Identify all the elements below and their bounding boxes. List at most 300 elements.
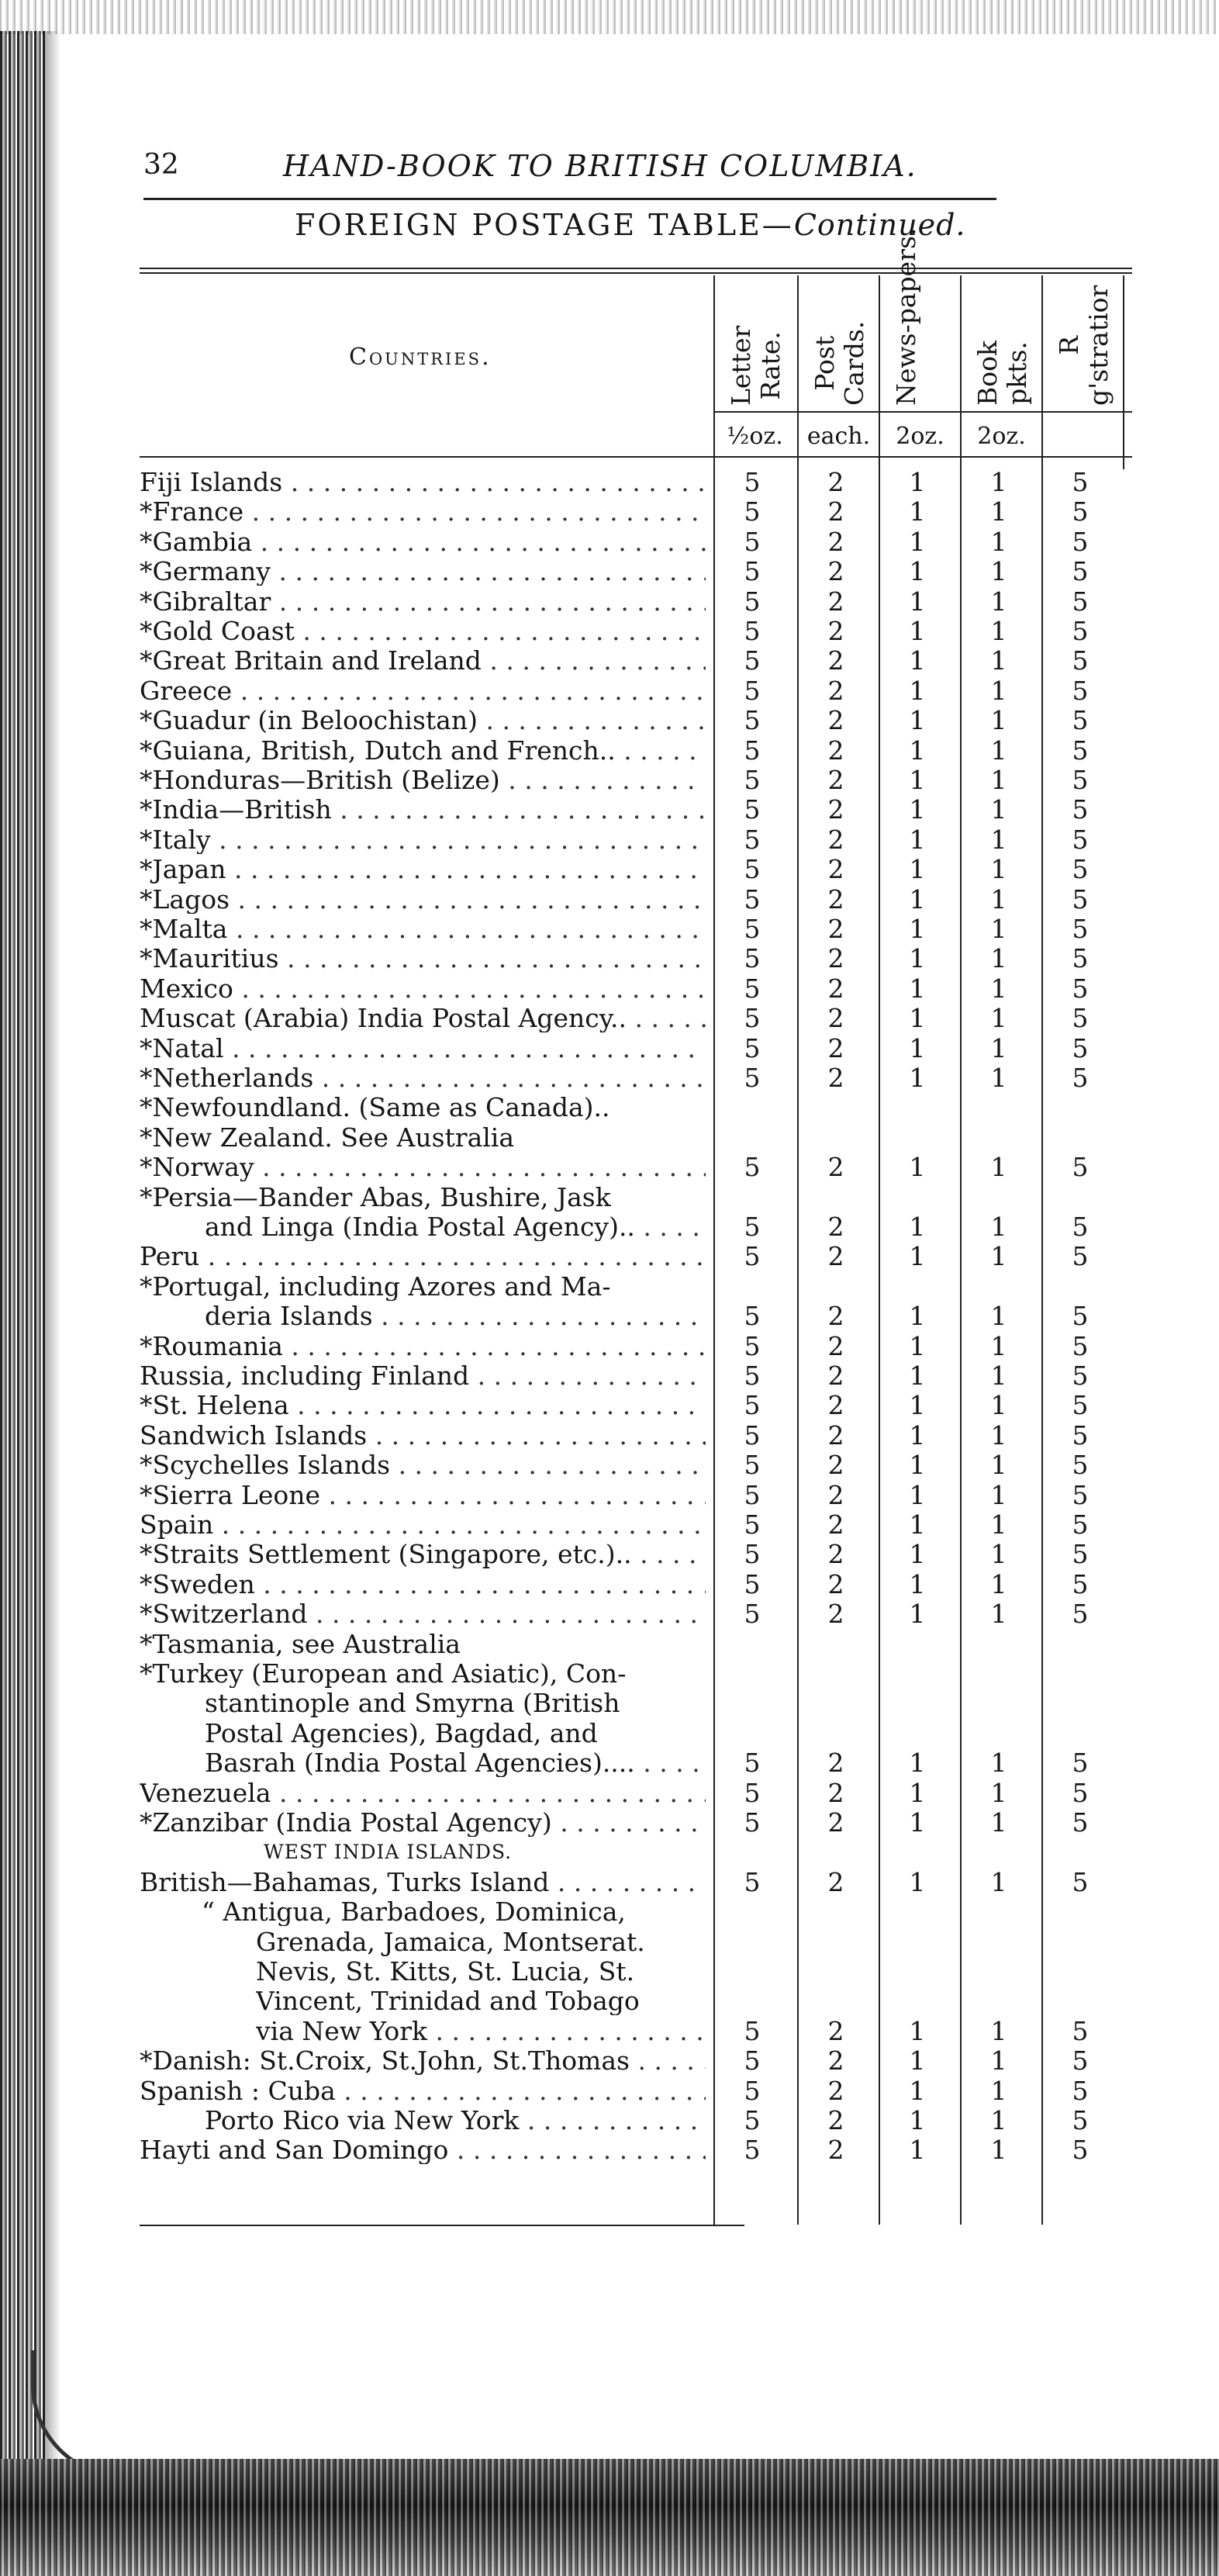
country-name: Vincent, Trinidad and Tobago [256, 1986, 640, 2016]
country-name: *Norway . . . [140, 1153, 706, 1181]
table-row [140, 1986, 1140, 2015]
rate-cell: 1 [909, 1003, 926, 1034]
country-name: Sandwich Islands . . . [140, 1421, 706, 1450]
rate-cell: 5 [1072, 1568, 1089, 1599]
rate-cell: 2 [827, 1032, 844, 1063]
rate-cell: 2 [827, 496, 844, 527]
rate-cell: 1 [909, 526, 926, 557]
rate-cell: 1 [990, 824, 1007, 855]
rate-cell: 1 [909, 1212, 926, 1242]
table-row [140, 2046, 1140, 2075]
country-name: *Natal . . . [140, 1034, 706, 1063]
rate-cell: 2 [827, 1419, 844, 1451]
running-head [143, 149, 1012, 188]
country-name: *Honduras—British (Belize) . . . [140, 766, 706, 794]
rate-cell: 2 [827, 1509, 844, 1540]
rate-cell: 1 [990, 1063, 1007, 1093]
table-bottom-rule [140, 2225, 744, 2226]
rate-cell: 1 [909, 1450, 926, 1481]
rate-cell: 1 [990, 1361, 1007, 1391]
table-row [140, 1957, 1140, 1986]
rate-cell: 1 [990, 556, 1007, 587]
rate-cell: 5 [1072, 616, 1089, 646]
country-name: deria Islands . . . [205, 1302, 706, 1330]
table-row [140, 1332, 1140, 1361]
rate-cell: 5 [744, 467, 761, 497]
rate-cell: 1 [990, 2045, 1007, 2076]
table-row [140, 1123, 1140, 1152]
rate-cell: 5 [1072, 854, 1089, 885]
rate-cell: 1 [990, 1807, 1007, 1838]
rate-cell: 1 [909, 854, 926, 885]
rate-cell: 5 [1072, 1212, 1089, 1242]
table-row [140, 766, 1140, 794]
rate-cell: 5 [744, 883, 761, 915]
rate-cell: 2 [827, 556, 844, 587]
country-name: *Great Britain and Ireland . . . [140, 646, 706, 675]
rate-cell: 5 [744, 556, 761, 587]
rate-cell: 1 [909, 973, 926, 1004]
rate-cell: 1 [990, 1390, 1007, 1421]
rate-cell: 5 [1072, 1509, 1089, 1540]
rate-cell: 1 [909, 1479, 926, 1510]
country-name: Spain . . . [140, 1510, 706, 1539]
rate-cell: 1 [990, 1330, 1007, 1361]
rate-cell: 1 [909, 1748, 926, 1779]
rate-cell: 2 [827, 1539, 844, 1570]
rate-cell: 5 [1072, 973, 1089, 1004]
rate-cell: 5 [744, 1539, 761, 1570]
rate-cell: 5 [744, 824, 761, 855]
rate-cell: 5 [1072, 1450, 1089, 1481]
rate-cell: 5 [744, 1212, 761, 1242]
country-name: *Newfoundland. (Same as Canada).. [140, 1093, 610, 1122]
rate-cell: 2 [827, 914, 844, 944]
table-row [140, 1063, 1140, 1092]
rate-cell: 2 [827, 794, 844, 825]
rate-cell: 2 [827, 1479, 844, 1510]
rate-cell: 1 [990, 1539, 1007, 1570]
rate-cell: 2 [827, 1450, 844, 1481]
country-name: *Sweden . . . [140, 1570, 706, 1599]
table-row [140, 1928, 1140, 1956]
rate-cell: 5 [1072, 2045, 1089, 2076]
rate-cell: 1 [990, 1152, 1007, 1183]
table-row [140, 1212, 1140, 1241]
country-name: Basrah (India Postal Agencies).... . . . [205, 1748, 706, 1777]
table-row [140, 1659, 1140, 1688]
rate-cell: 5 [1072, 1063, 1089, 1093]
rate-cell: 2 [827, 1568, 844, 1599]
country-name: *Guiana, British, Dutch and French.. . . . [140, 736, 706, 765]
country-name: Nevis, St. Kitts, St. Lucia, St. [256, 1957, 635, 1986]
table-row [140, 1361, 1140, 1390]
rate-cell: 5 [744, 705, 761, 736]
country-name: *Malta . . . [140, 915, 706, 943]
table-row [140, 825, 1140, 854]
country-name: *France . . . [140, 497, 706, 526]
table-top-rule [140, 268, 1132, 269]
rate-cell: 1 [909, 467, 926, 497]
country-name: *Switzerland . . . [140, 1599, 706, 1628]
table-row [140, 1570, 1140, 1599]
country-name: *Portugal, including Azores and Ma- [140, 1271, 611, 1301]
country-name: *Japan . . . [140, 855, 706, 883]
rate-cell: 5 [744, 1777, 761, 1808]
country-name: *Lagos . . . [140, 885, 706, 914]
rate-cell: 5 [744, 616, 761, 646]
rate-cell: 1 [990, 616, 1007, 646]
scan-bottom-edge [0, 2459, 1219, 2576]
scan-top-edge [0, 0, 1219, 34]
rate-cell: 2 [827, 1212, 844, 1242]
rate-cell: 5 [1072, 496, 1089, 527]
table-row [140, 497, 1140, 526]
table-row [140, 974, 1140, 1003]
rate-cell: 5 [744, 1599, 761, 1630]
rate-cell: 2 [827, 1807, 844, 1838]
rate-cell: 1 [909, 675, 926, 706]
rate-cell: 1 [990, 2075, 1007, 2106]
rate-cell: 2 [827, 1152, 844, 1183]
table-row [140, 1838, 1140, 1866]
country-name: *Mauritius . . . [140, 944, 706, 973]
country-name: Porto Rico via New York . . . [205, 2106, 706, 2135]
rate-cell: 5 [744, 586, 761, 617]
rate-cell: 5 [744, 1568, 761, 1599]
rate-cell: 5 [1072, 1807, 1089, 1838]
rate-cell: 5 [744, 1479, 761, 1510]
rate-cell: 1 [909, 1330, 926, 1361]
rate-cell: 2 [827, 883, 844, 915]
section-heading: WEST INDIA ISLANDS. [264, 1841, 513, 1864]
table-row [140, 1510, 1140, 1539]
rate-cell: 5 [744, 1152, 761, 1183]
rate-cell: 1 [990, 735, 1007, 766]
country-name: *Persia—Bander Abas, Bushire, Jask [140, 1182, 611, 1212]
rate-cell: 1 [909, 2075, 926, 2106]
rate-cell: 1 [990, 2105, 1007, 2135]
rate-cell: 5 [1072, 2075, 1089, 2106]
rate-cell: 1 [909, 1599, 926, 1630]
rate-cell: 2 [827, 645, 844, 676]
country-name: British—Bahamas, Turks Island . . . [140, 1868, 706, 1897]
country-name: Grenada, Jamaica, Montserat. [256, 1927, 645, 1956]
table-row [140, 1630, 1140, 1658]
rate-cell: 5 [1072, 1003, 1089, 1034]
country-name: Fiji Islands . . . [140, 468, 706, 496]
country-name: stantinople and Smyrna (British [205, 1689, 620, 1718]
country-name: *Gold Coast . . . [140, 617, 706, 645]
rate-cell: 1 [909, 2135, 926, 2166]
table-row [140, 915, 1140, 943]
rate-cell: 5 [744, 1748, 761, 1779]
country-name: Mexico . . . [140, 974, 706, 1003]
rate-cell: 5 [744, 2105, 761, 2135]
rate-cell: 2 [827, 1003, 844, 1034]
table-row [140, 1391, 1140, 1419]
rate-cell: 1 [990, 1450, 1007, 1481]
column-header: R g'stratior [1054, 285, 1114, 406]
rate-cell: 5 [1072, 735, 1089, 766]
country-name: *Guadur (in Beloochistan) . . . [140, 706, 706, 735]
table-row [140, 1034, 1140, 1063]
rate-cell: 1 [909, 1568, 926, 1599]
table-title [295, 208, 966, 242]
table-row [140, 1183, 1140, 1212]
rate-cell: 1 [990, 1599, 1007, 1630]
rate-cell: 5 [1072, 1361, 1089, 1391]
rate-cell: 5 [1072, 556, 1089, 587]
rate-cell: 1 [990, 765, 1007, 795]
rate-cell: 5 [1072, 1866, 1089, 1897]
rate-cell: 1 [909, 1152, 926, 1183]
rate-cell: 1 [990, 467, 1007, 497]
rate-cell: 1 [990, 1241, 1007, 1272]
column-header: Post Cards. [810, 320, 869, 406]
country-name: *Tasmania, see Australia [140, 1629, 461, 1658]
country-name: *New Zealand. See Australia [140, 1122, 515, 1152]
rate-cell: 1 [909, 1419, 926, 1451]
rate-cell: 1 [990, 705, 1007, 736]
rate-cell: 1 [909, 943, 926, 974]
table-row [140, 706, 1140, 735]
rate-cell: 5 [1072, 526, 1089, 557]
table-row [140, 1481, 1140, 1509]
rate-cell: 5 [744, 526, 761, 557]
rate-cell: 1 [909, 2015, 926, 2046]
column-header: News-papers. [891, 227, 921, 406]
column-header: Letter Rate. [726, 325, 786, 406]
table-row [140, 527, 1140, 556]
rate-cell: 1 [909, 705, 926, 736]
table-row [140, 1004, 1140, 1032]
rate-cell: 1 [909, 1301, 926, 1332]
country-name: Greece . . . [140, 676, 706, 705]
rate-cell: 5 [744, 2075, 761, 2106]
header-bottom-rule [140, 456, 1132, 458]
rate-cell: 1 [909, 765, 926, 795]
rate-cell: 5 [744, 1866, 761, 1897]
rate-cell: 2 [827, 1866, 844, 1897]
rate-cell: 1 [909, 824, 926, 855]
rate-cell: 2 [827, 616, 844, 646]
rate-cell: 5 [1072, 794, 1089, 825]
rate-cell: 2 [827, 526, 844, 557]
rate-cell: 5 [744, 854, 761, 885]
rate-cell: 5 [1072, 1599, 1089, 1630]
table-row [140, 617, 1140, 645]
rate-cell: 5 [744, 675, 761, 706]
table-title-continued: Continued. [793, 208, 966, 242]
country-name: *Zanzibar (India Postal Agency) . . . [140, 1808, 706, 1837]
table-row [140, 944, 1140, 973]
rate-cell: 5 [744, 645, 761, 676]
rate-cell: 1 [909, 735, 926, 766]
table-row [140, 2106, 1140, 2135]
table-row [140, 587, 1140, 616]
table-row [140, 1540, 1140, 1568]
postage-table [140, 227, 1140, 2226]
rate-cell: 5 [744, 1509, 761, 1540]
table-row [140, 646, 1140, 675]
table-row [140, 1093, 1140, 1122]
rate-cell: 1 [909, 1032, 926, 1063]
rate-cell: 1 [909, 883, 926, 915]
rate-cell: 1 [909, 556, 926, 587]
rate-cell: 2 [827, 765, 844, 795]
rate-cell: 5 [1072, 824, 1089, 855]
rate-cell: 1 [909, 1509, 926, 1540]
table-title-main: FOREIGN POSTAGE TABLE— [295, 208, 794, 242]
column-unit: 2oz. [977, 423, 1026, 450]
rate-cell: 1 [990, 526, 1007, 557]
rate-cell: 5 [744, 1390, 761, 1421]
rate-cell: 5 [1072, 1539, 1089, 1570]
rate-cell: 5 [744, 1450, 761, 1481]
country-name: *Roumania . . . [140, 1332, 706, 1361]
table-row [140, 1748, 1140, 1777]
rate-cell: 5 [744, 973, 761, 1004]
rate-cell: 1 [909, 1807, 926, 1838]
rate-cell: 2 [827, 854, 844, 885]
rate-cell: 2 [827, 675, 844, 706]
rate-cell: 5 [744, 1032, 761, 1063]
rate-cell: 1 [909, 794, 926, 825]
rate-cell: 1 [990, 973, 1007, 1004]
column-unit: each. [806, 423, 871, 450]
rate-cell: 1 [990, 1777, 1007, 1808]
rate-cell: 5 [1072, 2015, 1089, 2046]
running-head-rule [143, 198, 996, 200]
rate-cell: 2 [827, 467, 844, 497]
unit-row-rule [713, 411, 1132, 413]
rate-cell: 5 [1072, 1152, 1089, 1183]
column-unit: ½oz. [727, 423, 783, 450]
table-row [140, 1808, 1140, 1837]
country-name: *Straits Settlement (Singapore, etc.).. . . . [140, 1540, 706, 1568]
rate-cell: 1 [909, 1777, 926, 1808]
rate-cell: 1 [909, 914, 926, 944]
table-row [140, 468, 1140, 496]
country-name: *St. Helena . . . [140, 1391, 706, 1419]
table-row [140, 1689, 1140, 1717]
rate-cell: 2 [827, 1361, 844, 1391]
rate-cell: 5 [1072, 1748, 1089, 1779]
rate-cell: 1 [909, 496, 926, 527]
rate-cell: 5 [1072, 1777, 1089, 1808]
table-row [140, 1153, 1140, 1181]
rate-cell: 5 [1072, 765, 1089, 795]
rate-cell: 5 [1072, 1479, 1089, 1510]
country-name: Hayti and San Domingo . . . [140, 2135, 706, 2164]
rate-cell: 5 [744, 1003, 761, 1034]
country-name: *Danish: St.Croix, St.John, St.Thomas . . . [140, 2046, 706, 2075]
table-row [140, 885, 1140, 914]
rate-cell: 5 [1072, 2105, 1089, 2135]
table-row [140, 1302, 1140, 1330]
country-name: “ Antigua, Barbadoes, Dominica, [202, 1897, 626, 1927]
countries-header: Countries. [349, 344, 492, 371]
rate-cell: 2 [827, 2105, 844, 2135]
table-row [140, 2135, 1140, 2164]
rate-cell: 2 [827, 1063, 844, 1093]
rate-cell: 5 [744, 1419, 761, 1451]
rate-cell: 2 [827, 824, 844, 855]
country-name: *India—British . . . [140, 795, 706, 824]
rate-cell: 1 [990, 883, 1007, 915]
rate-cell: 5 [1072, 1419, 1089, 1451]
rate-cell: 5 [744, 1330, 761, 1361]
country-name: Postal Agencies), Bagdad, and [205, 1718, 598, 1748]
scan-binding-edge [0, 31, 45, 2482]
rate-cell: 1 [909, 1390, 926, 1421]
table-row [140, 1779, 1140, 1807]
rate-cell: 1 [990, 586, 1007, 617]
country-name: *Gambia . . . [140, 527, 706, 556]
table-row [140, 855, 1140, 883]
country-name: Spanish : Cuba . . . [140, 2076, 706, 2105]
rate-cell: 1 [909, 1361, 926, 1391]
rate-cell: 2 [827, 2075, 844, 2106]
country-name: *Turkey (European and Asiatic), Con- [140, 1659, 627, 1688]
country-name: *Netherlands . . . [140, 1063, 706, 1092]
rate-cell: 1 [990, 1419, 1007, 1451]
column-rule [1123, 275, 1124, 469]
rate-cell: 2 [827, 2015, 844, 2046]
rate-cell: 1 [990, 1479, 1007, 1510]
rate-cell: 2 [827, 1330, 844, 1361]
rate-cell: 5 [1072, 1390, 1089, 1421]
rate-cell: 5 [744, 735, 761, 766]
rate-cell: 5 [1072, 1032, 1089, 1063]
rate-cell: 5 [1072, 943, 1089, 974]
rate-cell: 2 [827, 943, 844, 974]
rate-cell: 5 [744, 794, 761, 825]
table-row [140, 1242, 1140, 1271]
rate-cell: 2 [827, 1301, 844, 1332]
column-unit: 2oz. [896, 423, 944, 450]
rate-cell: 2 [827, 2045, 844, 2076]
rate-cell: 2 [827, 586, 844, 617]
rate-cell: 5 [1072, 586, 1089, 617]
rate-cell: 5 [744, 1241, 761, 1272]
rate-cell: 1 [990, 1568, 1007, 1599]
table-row [140, 736, 1140, 765]
table-top-rule-double [140, 272, 1132, 274]
rate-cell: 5 [744, 1361, 761, 1391]
rate-cell: 5 [744, 914, 761, 944]
rate-cell: 5 [744, 2135, 761, 2166]
running-title: HAND-BOOK TO BRITISH COLUMBIA. [283, 149, 917, 183]
rate-cell: 1 [990, 645, 1007, 676]
rate-cell: 1 [909, 2045, 926, 2076]
rate-cell: 1 [909, 1539, 926, 1570]
rate-cell: 1 [909, 586, 926, 617]
rate-cell: 1 [990, 496, 1007, 527]
rate-cell: 1 [990, 1032, 1007, 1063]
country-name: via New York . . . [256, 2017, 706, 2045]
rate-cell: 5 [1072, 883, 1089, 915]
rate-cell: 1 [990, 794, 1007, 825]
rate-cell: 1 [990, 1003, 1007, 1034]
country-name: *Germany . . . [140, 557, 706, 586]
rate-cell: 5 [1072, 645, 1089, 676]
rate-cell: 1 [990, 943, 1007, 974]
table-row [140, 1272, 1140, 1301]
rate-cell: 1 [909, 645, 926, 676]
rate-cell: 1 [909, 616, 926, 646]
